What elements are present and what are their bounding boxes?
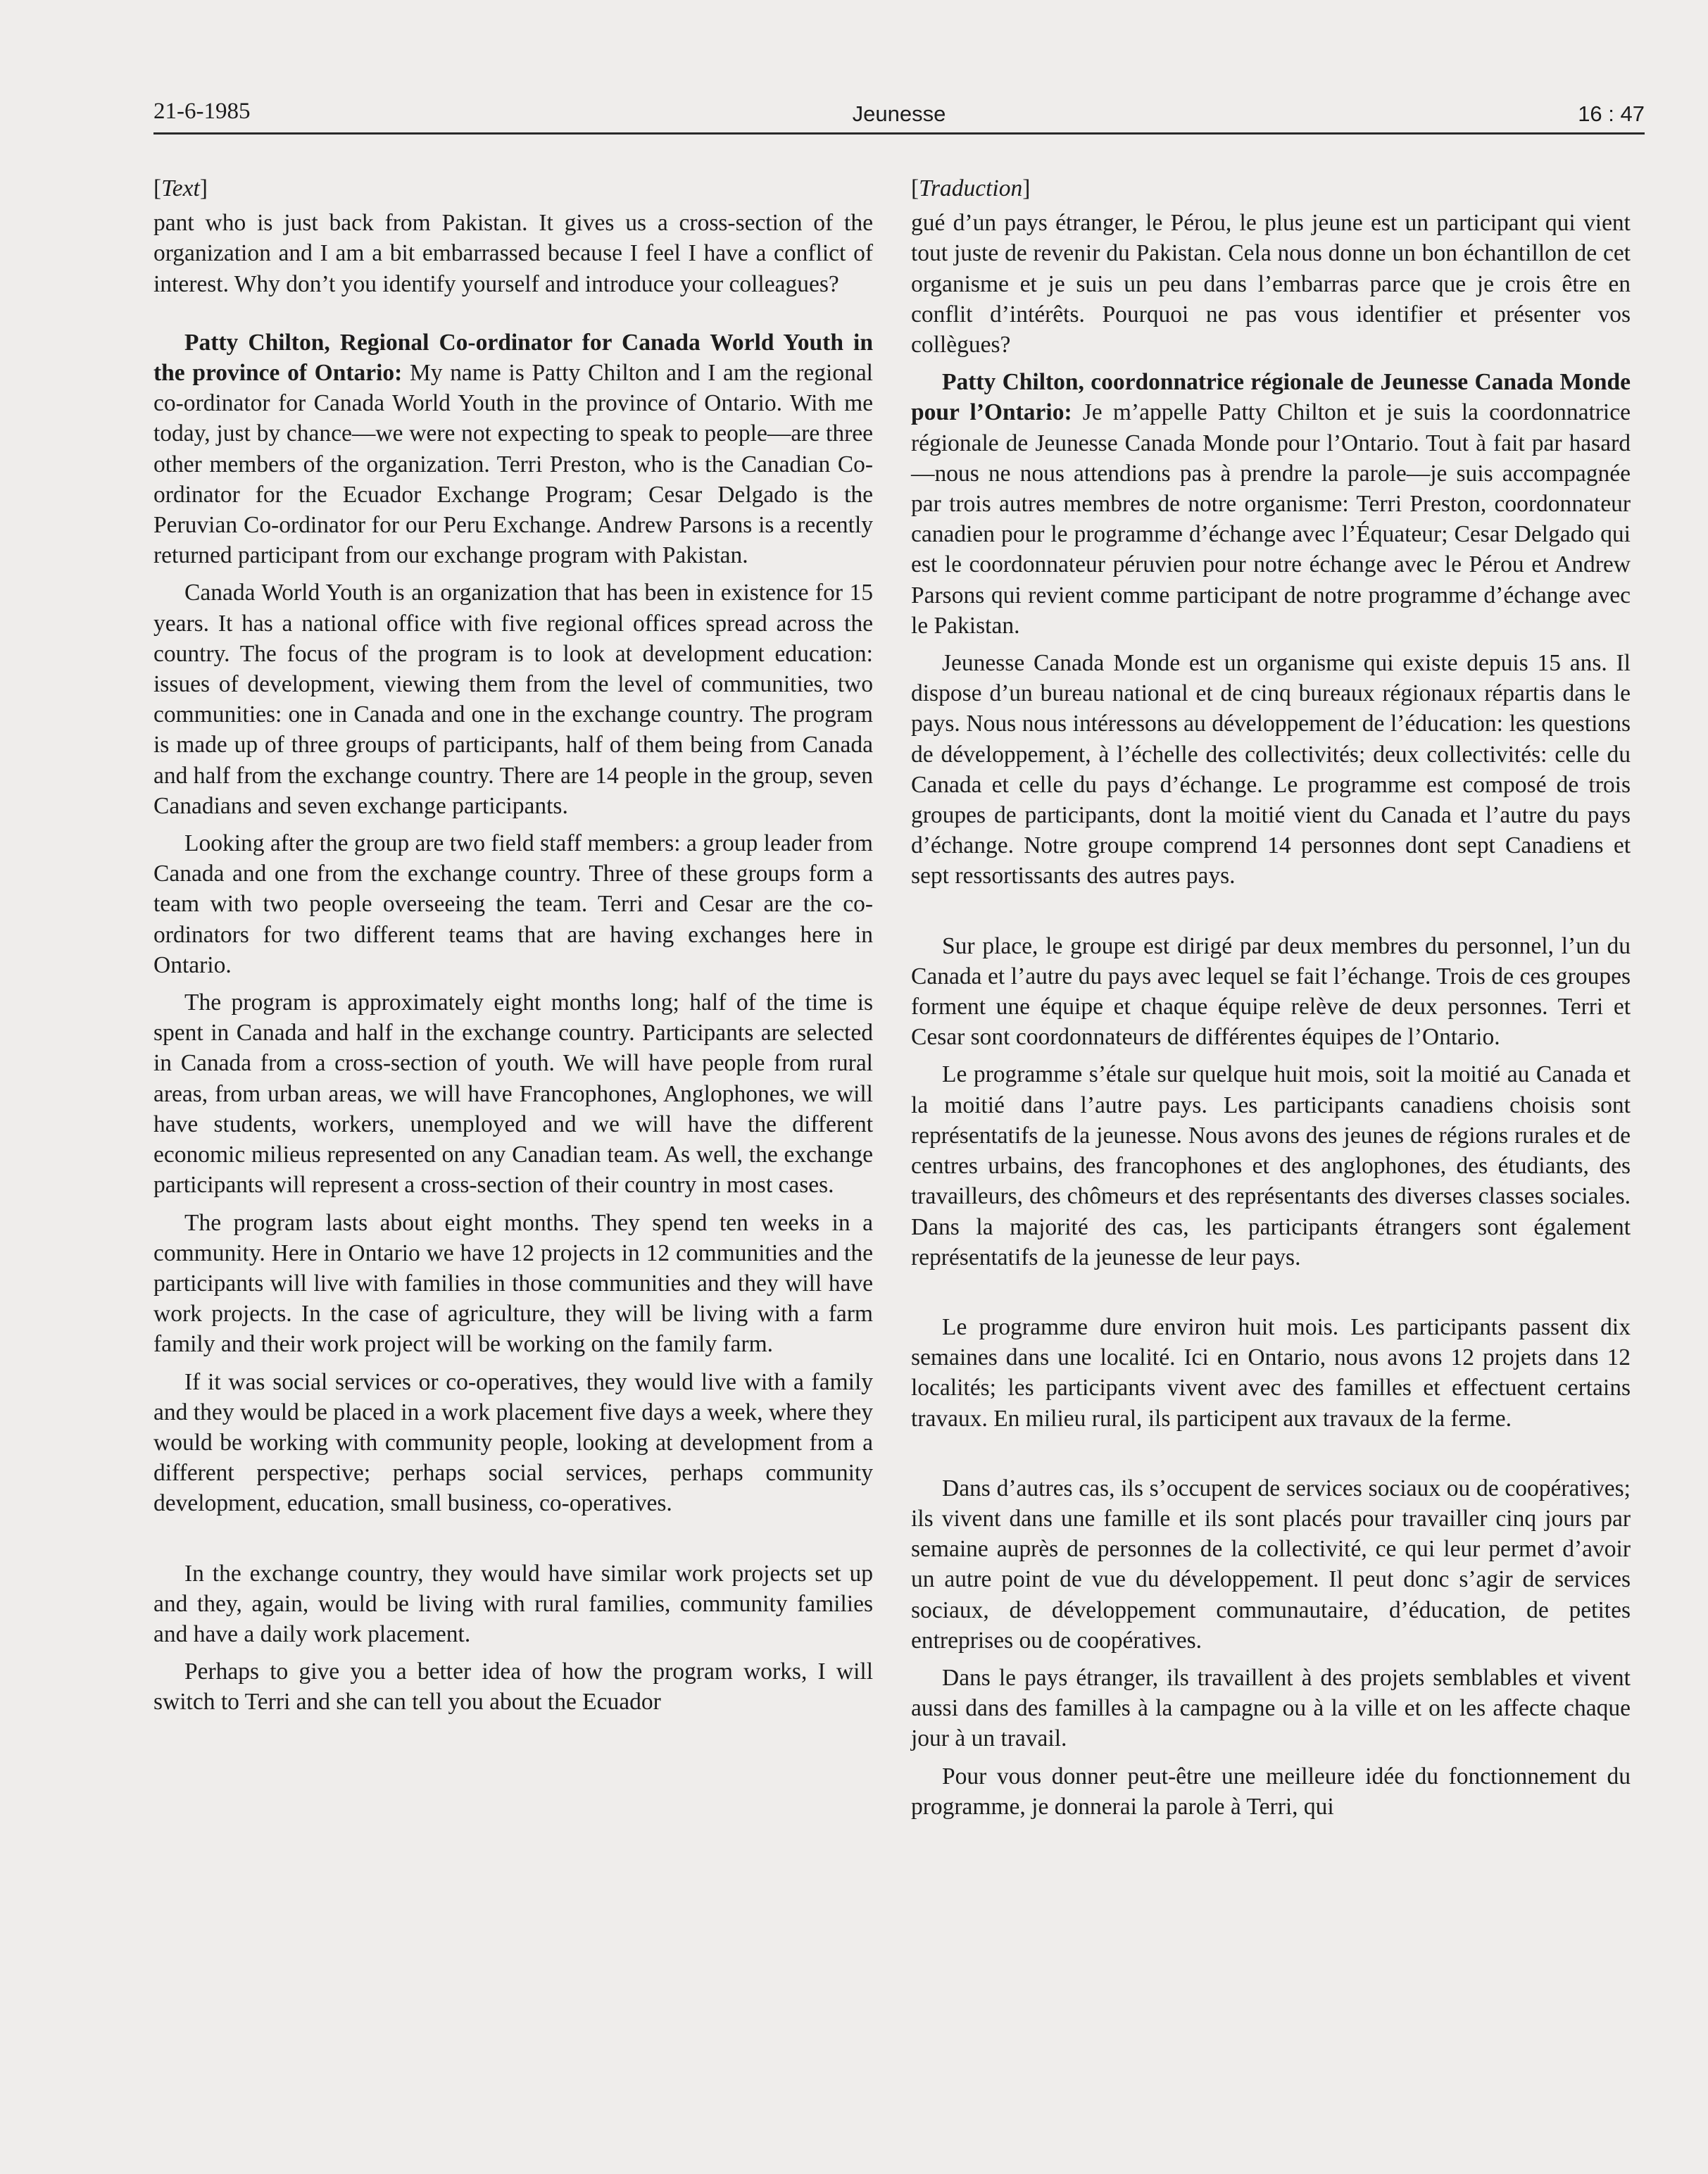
paragraph: gué d’un pays étranger, le Pérou, le plus jeune est un participant qui vient tout juste de revenir du Pakistan. Cela nous donne un bon échantillon de cet organisme et je suis un peu dans l’embarras parce que je crois être en conflit d’intérêts. Pourquoi ne pas vous identifier et présenter vos collègues? bbox=[911, 210, 1631, 358]
header-page-number: 16 : 47 bbox=[1578, 101, 1645, 126]
paragraph: Canada World Youth is an organization that has been in existence for 15 years. It has a national office with five regional offices spread across the country. The focus of the program is to look at development education: issues of development, viewing them from the level of communities, two communities: one in Canada and one in the exchange country. The program is made up of three groups of participants, half of them being from Canada and half from the exchange country. There are 14 people in the group, seven Canadians and seven exchange participants. bbox=[153, 580, 873, 819]
french-column bbox=[911, 173, 1631, 1822]
speaker-paragraph: Patty Chilton, coordonnatrice régionale de Jeunesse Canada Monde pour l’Ontario: Je m’appelle Patty Chilton et je suis la coordonnatrice régionale de Jeunesse Canada Monde pour l’Ontario. Tout à fait par hasard—nous ne nous attendions pas à prendre la parole—je suis accompagnée par trois autres membres de notre organisme: Terri Preston, coordonnateur canadien pour le programme d’échange avec l’Équateur; Cesar Delgado qui est le coordonnateur péruvien pour notre échange avec le Pérou et Andrew Parsons qui revient comme participant de notre programme d’échange avec le Pakistan. bbox=[911, 369, 1631, 639]
paragraph: Perhaps to give you a better idea of how the program works, I will switch to Terri and she can tell you about the Ecuador bbox=[153, 1658, 873, 1716]
paragraph: Sur place, le groupe est dirigé par deux membres du personnel, l’un du Canada et l’autre du pays avec lequel se fait l’échange. Trois de ces groupes forment une équipe et chaque équipe relève de deux personnes. Terri et Cesar sont coordonnateurs de différentes équipes de l’Ontario. bbox=[911, 932, 1631, 1051]
paragraph: The program is approximately eight months long; half of the time is spent in Canada and half in the exchange country. Participants are selected in Canada from a cross-section of youth. We will have people from rural areas, from urban areas, we will have Francophones, Anglophones, we will have students, workers, unemployed and we will have the different economic milieus represented on any Canadian team. As well, the exchange participants will represent a cross-section of their country in most cases. bbox=[153, 989, 873, 1199]
paragraph: In the exchange country, they would have similar work projects set up and they, again, would be living with rural families, community families and have a daily work placement. bbox=[153, 1560, 873, 1647]
paragraph: Jeunesse Canada Monde est un organisme qui existe depuis 15 ans. Il dispose d’un bureau national et de cinq bureaux régionaux répartis dans le pays. Nous nous intéressons au développement de l’éducation: les questions de développement, à l’échelle des collectivités; deux collectivités: celle du Canada et celle du pays d’échange. Le programme est composé de trois groupes de participants, dont la moitié vient du Canada et l’autre du pays d’échange. Notre groupe comprend 14 personnes dont sept Canadiens et sept ressortissants des autres pays. bbox=[911, 650, 1631, 889]
paragraph: The program lasts about eight months. They spend ten weeks in a community. Here in Ontario we have 12 projects in 12 communities and the participants will live with families in those communities and they will have work projects. In the case of agriculture, they will be living with a farm family and their work project will be working on the family farm. bbox=[153, 1209, 873, 1358]
english-column bbox=[153, 173, 873, 1718]
column-label-traduction: [Traduction] bbox=[911, 175, 1031, 201]
speaker-name: Patty Chilton, coordonnatrice régionale de Jeunesse Canada Monde pour l’Ontario: bbox=[911, 369, 1631, 426]
header-title: Jeunesse bbox=[852, 101, 946, 126]
speaker-paragraph: Patty Chilton, Regional Co-ordinator for Canada World Youth in the province of Ontario: My name is Patty Chilton and I am the regional co-ordinator for Canada World Youth in the province of Ontario. With me today, just by chance—we were not expecting to speak to people—are three other members of the organization. Terri Preston, who is the Canadian Co-ordinator for the Ecuador Exchange Program; Cesar Delgado is the Peruvian Co-ordinator for our Peru Exchange. Andrew Parsons is a recently returned participant from our exchange program with Pakistan. bbox=[153, 329, 873, 569]
paragraph: Pour vous donner peut-être une meilleure idée du fonctionnement du programme, je donnerai la parole à Terri, qui bbox=[911, 1763, 1631, 1820]
page-header bbox=[153, 96, 1645, 135]
paragraph: If it was social services or co-operatives, they would live with a family and they would be placed in a work placement five days a week, where they would be working with community people, looking at development from a different perspective; perhaps social services, perhaps community development, education, small business, co-operatives. bbox=[153, 1368, 873, 1517]
paragraph: Looking after the group are two field staff members: a group leader from Canada and one from the exchange country. Three of these groups form a team with two people overseeing the team. Terri and Cesar are the co-ordinators for two different teams that are having exchanges here in Ontario. bbox=[153, 830, 873, 978]
paragraph: Le programme s’étale sur quelque huit mois, soit la moitié au Canada et la moitié dans l’autre pays. Les participants canadiens choisis sont représentatifs de la jeunesse. Nous avons des jeunes de régions rurales et de centres urbains, des francophones et des anglophones, des étudiants, des travailleurs, des chômeurs et des représentants des diverses classes sociales. Dans la majorité des cas, les participants étrangers sont également représentatifs de la jeunesse de leur pays. bbox=[911, 1061, 1631, 1270]
paragraph: Le programme dure environ huit mois. Les participants passent dix semaines dans une localité. Ici en Ontario, nous avons 12 projets dans 12 localités; les participants vivent avec des familles et effectuent certains travaux. En milieu rural, ils participent aux travaux de la ferme. bbox=[911, 1313, 1631, 1432]
speaker-name: Patty Chilton, Regional Co-ordinator for Canada World Youth in the province of Ontario: bbox=[153, 329, 873, 387]
paragraph: Dans d’autres cas, ils s’occupent de services sociaux ou de coopératives; ils vivent dans une famille et ils sont placés pour travailler cinq jours par semaine auprès de personnes de la collectivité, ce qui leur permet d’avoir un autre point de vue du développement. Il peut donc s’agir de services sociaux, de développement communautaire, d’éducation, de petites entreprises ou de coopératives. bbox=[911, 1475, 1631, 1654]
column-label-text: [Text] bbox=[153, 175, 208, 201]
header-date: 21-6-1985 bbox=[153, 99, 251, 124]
paragraph: Dans le pays étranger, ils travaillent à des projets semblables et vivent aussi dans des familles à la campagne ou à la ville et on les affecte chaque jour à un travail. bbox=[911, 1664, 1631, 1752]
paragraph: pant who is just back from Pakistan. It gives us a cross-section of the organization and I am a bit embarrassed because I feel I have a conflict of interest. Why don’t you identify yourself and introduce your colleagues? bbox=[153, 210, 873, 297]
